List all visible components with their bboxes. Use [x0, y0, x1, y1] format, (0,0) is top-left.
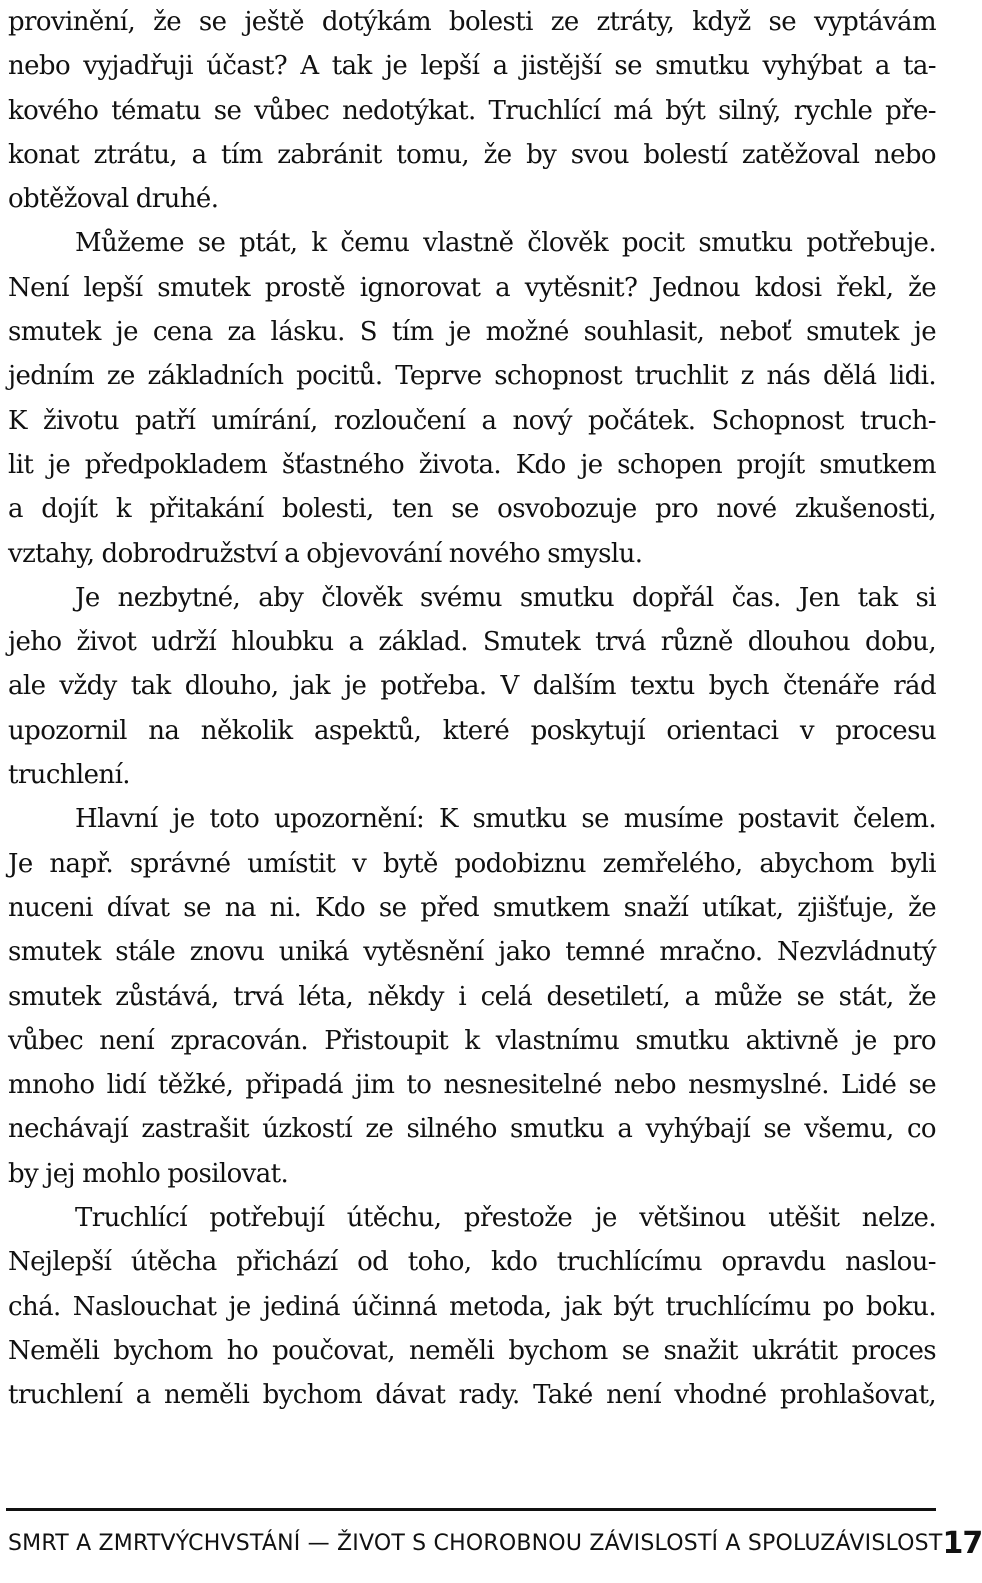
running-footer	[8, 1523, 982, 1563]
running-title: SMRT A ZMRTVÝCHVSTÁNÍ — ŽIVOT S CHOROBNOU ZÁVISLOSTÍ A SPOLUZÁVISLOST	[8, 1530, 943, 1556]
text-line: K životu patří umírání, rozloučení a nový počátek. Schopnost truch-	[8, 405, 936, 436]
text-line: mnoho lidí těžké, připadá jim to nesnesitelné nebo nesmyslné. Lidé se	[8, 1070, 936, 1101]
text-line: jeho život udrží hloubku a základ. Smutek trvá různě dlouhou dobu,	[8, 627, 936, 658]
text-line: smutek je cena za lásku. S tím je možné souhlasit, neboť smutek je	[8, 317, 936, 348]
paragraph-first-line: Je nezbytné, aby člověk svému smutku dopřál čas. Jen tak si	[75, 582, 936, 613]
text-line: by jej mohlo posilovat.	[8, 1158, 289, 1189]
text-line: nechávají zastrašit úzkostí ze silného smutku a vyhýbají se všemu, co	[8, 1114, 936, 1145]
text-line: kového tématu se vůbec nedotýkat. Truchlící má být silný, rychle pře-	[8, 95, 936, 126]
text-line: smutek zůstává, trvá léta, někdy i celá desetiletí, a může se stát, že	[8, 981, 936, 1012]
text-line: smutek stále znovu uniká vytěsnění jako temné mračno. Nezvládnutý	[8, 937, 936, 968]
text-line: truchlení a neměli bychom dávat rady. Také není vhodné prohlašovat,	[8, 1380, 936, 1411]
text-line: vztahy, dobrodružství a objevování nového smyslu.	[8, 538, 643, 569]
text-line: konat ztrátu, a tím zabránit tomu, že by svou bolestí zatěžoval nebo	[8, 139, 936, 170]
text-line: lit je předpokladem šťastného života. Kdo je schopen projít smutkem	[8, 449, 936, 480]
text-line: vůbec není zpracován. Přistoupit k vlastnímu smutku aktivně je pro	[8, 1025, 936, 1056]
text-line: chá. Naslouchat je jediná účinná metoda, jak být truchlícímu po boku.	[8, 1291, 936, 1322]
text-line: upozornil na několik aspektů, které poskytují orientaci v procesu	[8, 715, 936, 746]
text-line: obtěžoval druhé.	[8, 184, 219, 215]
paragraph-first-line: Hlavní je toto upozornění: K smutku se musíme postavit čelem.	[75, 804, 936, 835]
text-line: Je např. správné umístit v bytě podobiznu zemřelého, abychom byli	[8, 848, 936, 879]
text-line: a dojít k přitakání bolesti, ten se osvobozuje pro nové zkušenosti,	[8, 494, 936, 525]
text-line: jedním ze základních pocitů. Teprve schopnost truchlit z nás dělá lidi.	[8, 361, 936, 392]
text-line: Není lepší smutek prostě ignorovat a vytěsnit? Jednou kdosi řekl, že	[8, 272, 936, 303]
text-line: nuceni dívat se na ni. Kdo se před smutkem snaží utíkat, zjišťuje, že	[8, 892, 936, 923]
text-line: ale vždy tak dlouho, jak je potřeba. V dalším textu bych čtenáře rád	[8, 671, 936, 702]
text-line: truchlení.	[8, 760, 130, 791]
text-line: nebo vyjadřuji účast? A tak je lepší a jistější se smutku vyhýbat a ta-	[8, 51, 936, 82]
text-line: provinění, že se ještě dotýkám bolesti ze ztráty, když se vyptávám	[8, 7, 936, 37]
paragraph-first-line: Truchlící potřebují útěchu, přestože je většinou utěšit nelze.	[75, 1203, 936, 1234]
paragraph-first-line: Můžeme se ptát, k čemu vlastně člověk pocit smutku potřebuje.	[75, 228, 936, 259]
text-line: Neměli bychom ho poučovat, neměli bychom se snažit ukrátit proces	[8, 1335, 936, 1366]
body-text	[8, 0, 936, 1418]
text-line: Nejlepší útěcha přichází od toho, kdo truchlícímu opravdu naslou-	[8, 1247, 936, 1278]
page-number: 17	[942, 1525, 982, 1561]
footer-divider	[6, 1508, 936, 1511]
